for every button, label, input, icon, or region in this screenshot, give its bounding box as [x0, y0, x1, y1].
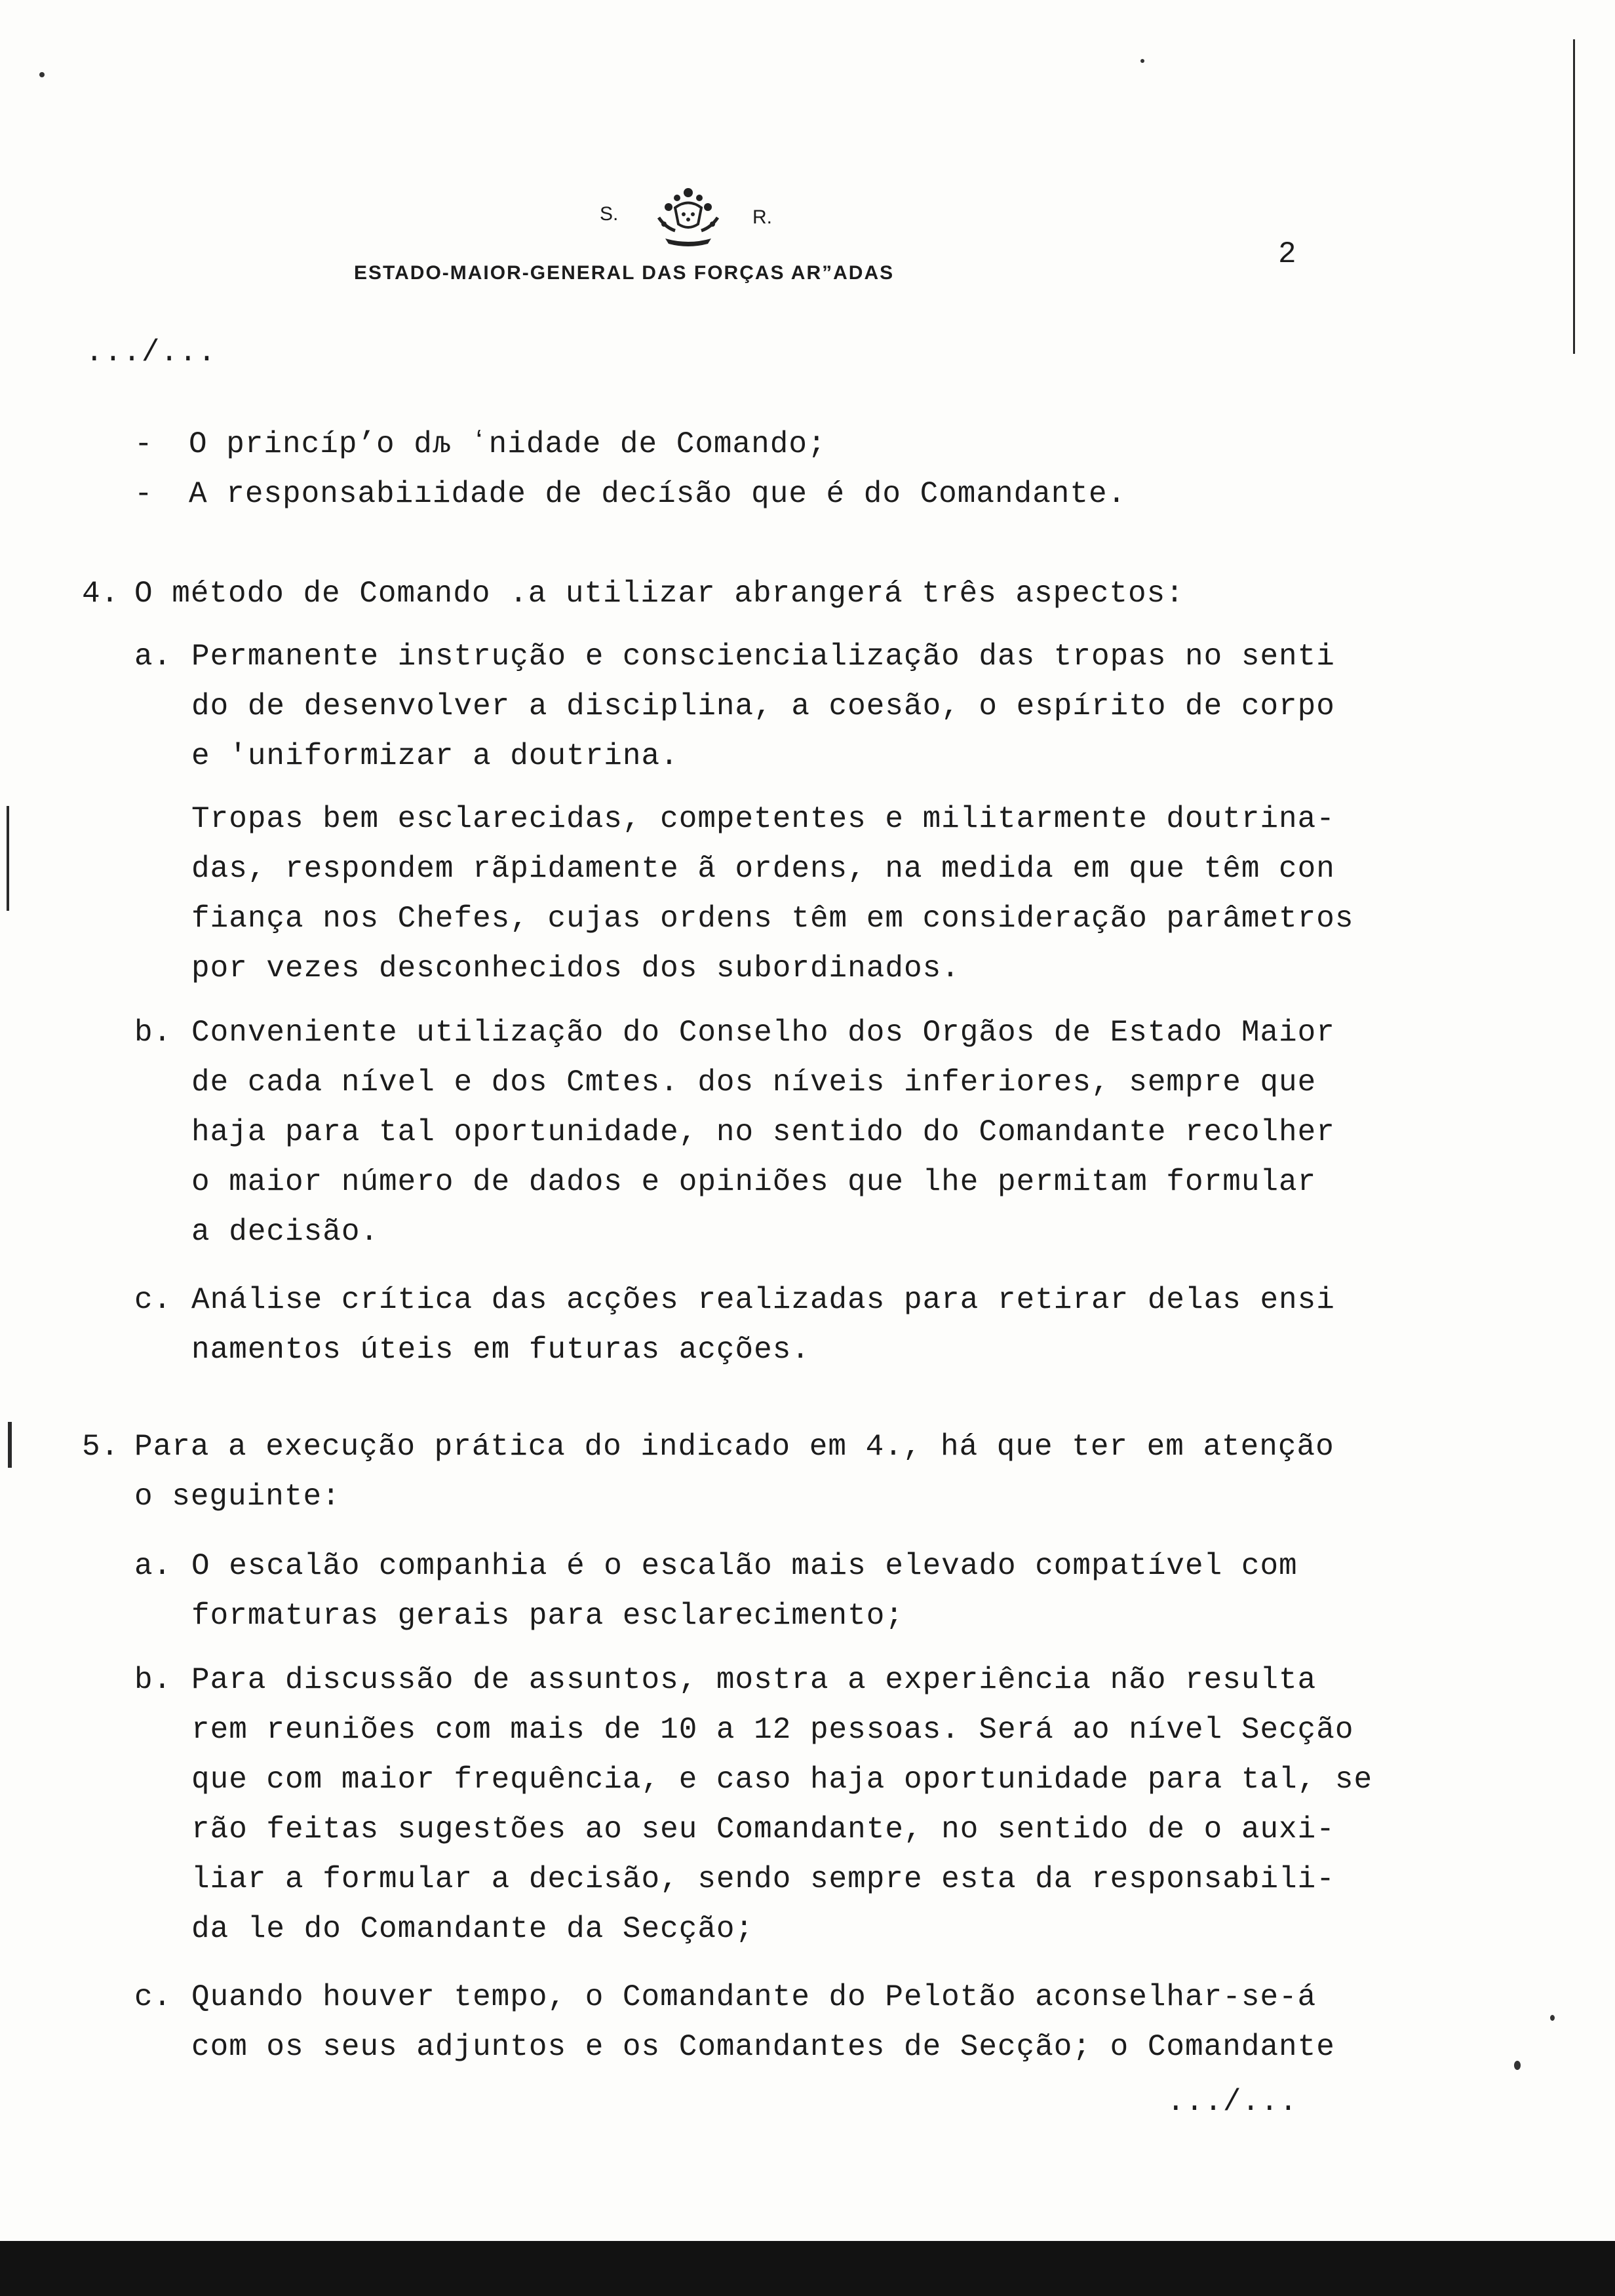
item-5b-text — [191, 1655, 1397, 1954]
item-4a-text — [191, 632, 1397, 781]
scan-edge-line — [1573, 39, 1575, 354]
item-label: c. — [134, 1980, 172, 2014]
item-5a-text — [191, 1541, 1397, 1641]
bullet-dash: - — [134, 477, 153, 511]
continuation-top: .../... — [85, 335, 217, 370]
continuation-bottom: .../... — [1167, 2085, 1298, 2119]
scan-speck — [1514, 2061, 1521, 2070]
section-number: 4. — [82, 577, 120, 611]
institution-title: ESTADO-MAIOR-GENERAL DAS FORÇAS AR”ADAS — [354, 262, 895, 284]
text-line: com os seus adjuntos e os Comandantes de Secção; o Comandante — [191, 2030, 1335, 2064]
text-line: namentos úteis em futuras acções. — [191, 1333, 810, 1367]
text-line: O escalão companhia é o escalão mais elevado compatível com — [191, 1549, 1298, 1583]
seal-left-letter: S. — [600, 203, 619, 225]
text-line: Quando houver tempo, o Comandante do Pelotão aconselhar-se-á — [191, 1980, 1317, 2014]
section-5-intro — [134, 1422, 1340, 1521]
text-line: que com maior frequência, e caso haja oportunidade para tal, se — [191, 1763, 1373, 1797]
text-line: liar a formular a decisão, sendo sempre esta da responsabili- — [191, 1862, 1335, 1896]
item-label: b. — [134, 1016, 172, 1050]
text-line: Tropas bem esclarecidas, competentes e militarmente doutrina- — [191, 802, 1335, 836]
text-line: Análise crítica das acções realizadas para retirar delas ensi — [191, 1283, 1335, 1317]
item-label: c. — [134, 1283, 172, 1317]
text-line: Para a execução prática do indicado em 4., há que ter em atenção — [134, 1430, 1334, 1464]
bullet-text: O princíp’o dљ ʻnidade de Comando; — [189, 427, 827, 461]
text-line: e 'uniformizar a doutrina. — [191, 739, 679, 773]
item-5c-text — [191, 1972, 1397, 2072]
bullet-text: A responsabiıidade de decísão que é do Comandante. — [189, 477, 1127, 511]
section-number: 5. — [82, 1430, 120, 1464]
text-line: das, respondem rãpidamente ã ordens, na medida em que têm con — [191, 852, 1335, 886]
text-line: fiança nos Chefes, cujas ordens têm em consideração parâmetros — [191, 902, 1354, 936]
text-line: haja para tal oportunidade, no sentido do Comandante recolher — [191, 1115, 1335, 1149]
bullet-dash: - — [134, 427, 153, 461]
text-line: formaturas gerais para esclarecimento; — [191, 1599, 904, 1633]
scan-edge-line — [7, 806, 9, 911]
text-line: de cada nível e dos Cmtes. dos níveis inferiores, sempre que — [191, 1065, 1317, 1100]
text-line: Conveniente utilização do Conselho dos Orgãos de Estado Maior — [191, 1016, 1335, 1050]
item-4b-text — [191, 1008, 1397, 1257]
text-line: Permanente instrução e consciencialização das tropas no senti — [191, 640, 1335, 674]
item-4c-text — [191, 1275, 1397, 1375]
section-heading: O método de Comando .a utilizar abrangerá três aspectos: — [134, 577, 1184, 611]
item-4a-continuation — [191, 794, 1397, 993]
text-line: o maior número de dados e opiniões que lhe permitam formular — [191, 1165, 1317, 1199]
coat-of-arms-icon — [639, 178, 737, 250]
text-line: a decisão. — [191, 1215, 379, 1249]
page-number: 2 — [1278, 237, 1297, 271]
text-line: o seguinte: — [134, 1480, 341, 1514]
scan-speck — [39, 72, 45, 77]
item-label: b. — [134, 1663, 172, 1697]
item-label: a. — [134, 1549, 172, 1583]
text-line: do de desenvolver a disciplina, a coesão, o espírito de corpo — [191, 689, 1335, 723]
scan-edge-mark — [8, 1422, 12, 1468]
text-line: rem reuniões com mais de 10 a 12 pessoas. Será ao nível Secção — [191, 1713, 1354, 1747]
text-line: da le do Comandante da Secção; — [191, 1912, 754, 1946]
item-label: a. — [134, 640, 172, 674]
scan-speck — [1550, 2015, 1555, 2021]
scan-bottom-edge — [0, 2241, 1615, 2296]
scan-speck — [1140, 59, 1144, 63]
seal-right-letter: R. — [752, 206, 772, 228]
text-line: Para discussão de assuntos, mostra a experiência não resulta — [191, 1663, 1317, 1697]
text-line: rão feitas sugestões ao seu Comandante, no sentido de o auxi- — [191, 1812, 1335, 1846]
text-line: por vezes desconhecidos dos subordinados. — [191, 951, 960, 985]
